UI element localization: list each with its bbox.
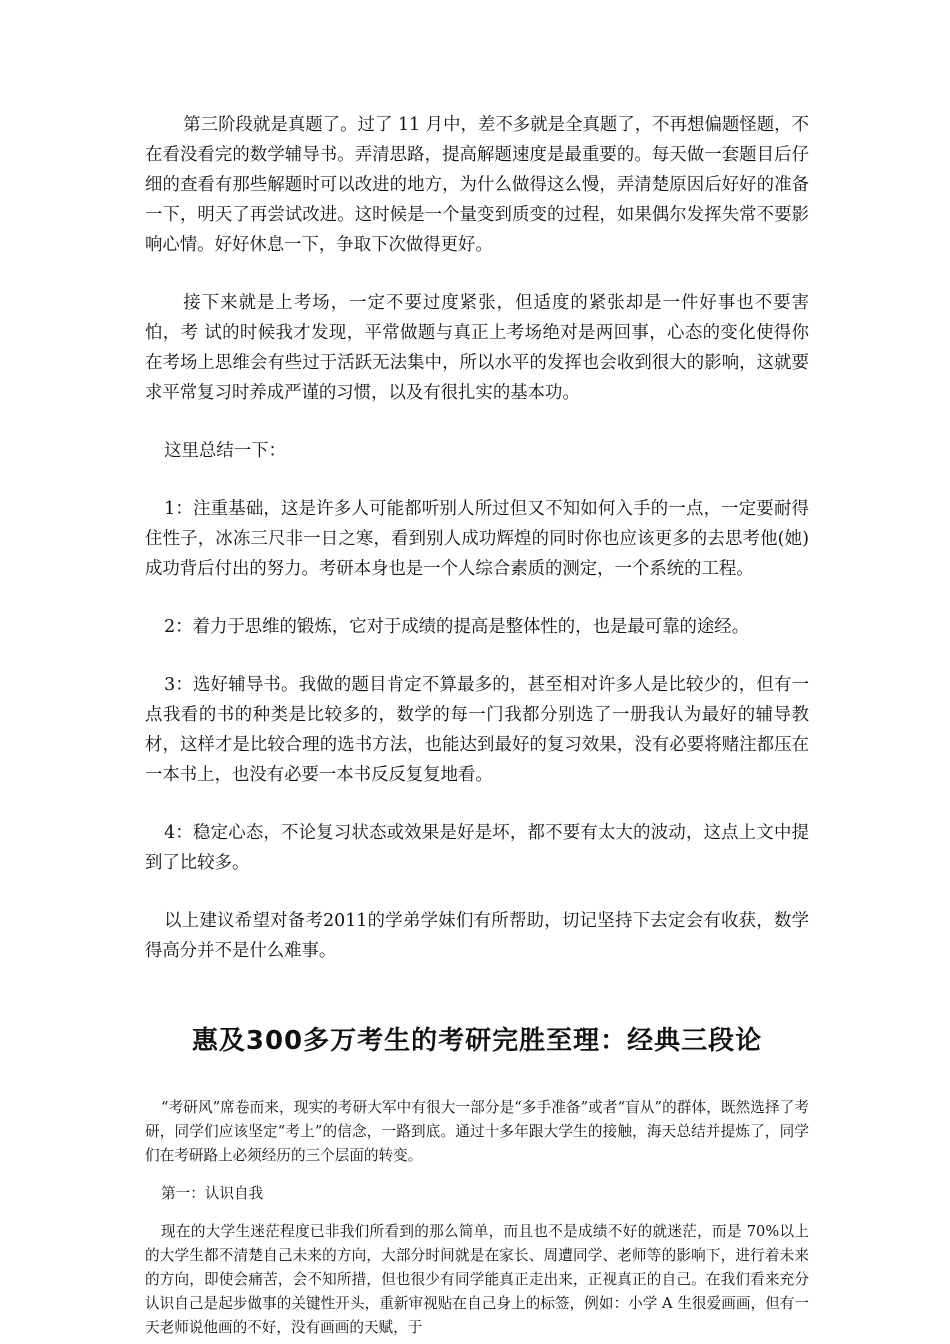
paragraph-stage-three: 第三阶段就是真题了。过了 11 月中，差不多就是全真题了，不再想偏题怪题，不在看没看完的数学辅导书。弄清思路，提高解题速度是最重要的。每天做一套题目后仔细的查看有那些解题时可以改进的地方，为什么做得这么慢，弄清楚原因后好好的准备一下，明天了再尝试改进。这时候是一个量变到质变的过程，如果偶尔发挥失常不要影响心情。好好休息一下，争取下次做得更好。 xyxy=(145,115,809,255)
title-prefix: 惠及 xyxy=(191,1026,246,1056)
summary-item-4: 4：稳定心态，不论复习状态或效果是好是坏，都不要有太大的波动，这点上文中提到了比较多。 xyxy=(145,823,809,873)
summary-item-2: 2：着力于思维的锻炼，它对于成绩的提高是整体性的，也是最可靠的途经。 xyxy=(164,617,750,637)
title-number: 300 xyxy=(245,1026,304,1056)
section-title xyxy=(145,1024,809,1058)
paragraph-closing-advice: 以上建议希望对备考2011的学弟学妹们有所帮助，切记坚持下去定会有收获，数学得高分并不是什么难事。 xyxy=(145,911,809,961)
summary-item-3: 3：选好辅导书。我做的题目肯定不算最多的，甚至相对许多人是比较少的，但有一点我看的书的种类是比较多的，数学的每一门我都分别选了一册我认为最好的辅导教材，这样才是比较合理的选书方法，也能达到最好的复习效果，没有必要将赌注都压在一本书上，也没有必要一本书反反复复地看。 xyxy=(145,675,809,785)
paragraph-exam-room: 接下来就是上考场，一定不要过度紧张，但适度的紧张却是一件好事也不要害怕，考 试的时候我才发现，平常做题与真正上考场绝对是两回事，心态的变化使得你在考场上思维会有些过于活跃无法集中，所以水平的发挥也会收到很大的影响，这就要求平常复习时养成严谨的习惯，以及有很扎实的基本功。 xyxy=(145,293,809,403)
summary-item-1: 1：注重基础，这是许多人可能都听别人所过但又不知如何入手的一点，一定要耐得住性子，冰冻三尺非一日之寒，看到别人成功辉煌的同时你也应该更多的去思考他(她)成功背后付出的努力。考研本身也是一个人综合素质的测定，一个系统的工程。 xyxy=(145,499,809,579)
title-suffix: 多万考生的考研完胜至理：经典三段论 xyxy=(303,1026,763,1056)
document-page xyxy=(145,110,809,1340)
subheading-know-yourself: 第一：认识自我 xyxy=(161,1185,264,1202)
paragraph-self-awareness: 现在的大学生迷茫程度已非我们所看到的那么简单，而且也不是成绩不好的就迷茫，而是 70%以上的大学生都不清楚自己未来的方向，大部分时间就是在家长、周遭同学、老师等的影响下，进行着未来的方向，即使会痛苦，会不知所措，但也很少有同学能真正走出来，正视真正的自己。在我们看来充分认识自己是起步做事的关键性开头，重新审视贴在自己身上的标签，例如：小学 A 生很爱画画，但有一天老师说他画的不好，没有画画的天赋，于 xyxy=(145,1223,809,1336)
paragraph-summary-intro: 这里总结一下： xyxy=(164,441,286,461)
paragraph-intro: “考研风”席卷而来，现实的考研大军中有很大一部分是“多手准备”或者“盲从”的群体，既然选择了考研，同学们应该坚定“考上”的信念，一路到底。通过十多年跟大学生的接触，海天总结并提炼了，同学们在考研路上必须经历的三个层面的转变。 xyxy=(145,1099,809,1164)
